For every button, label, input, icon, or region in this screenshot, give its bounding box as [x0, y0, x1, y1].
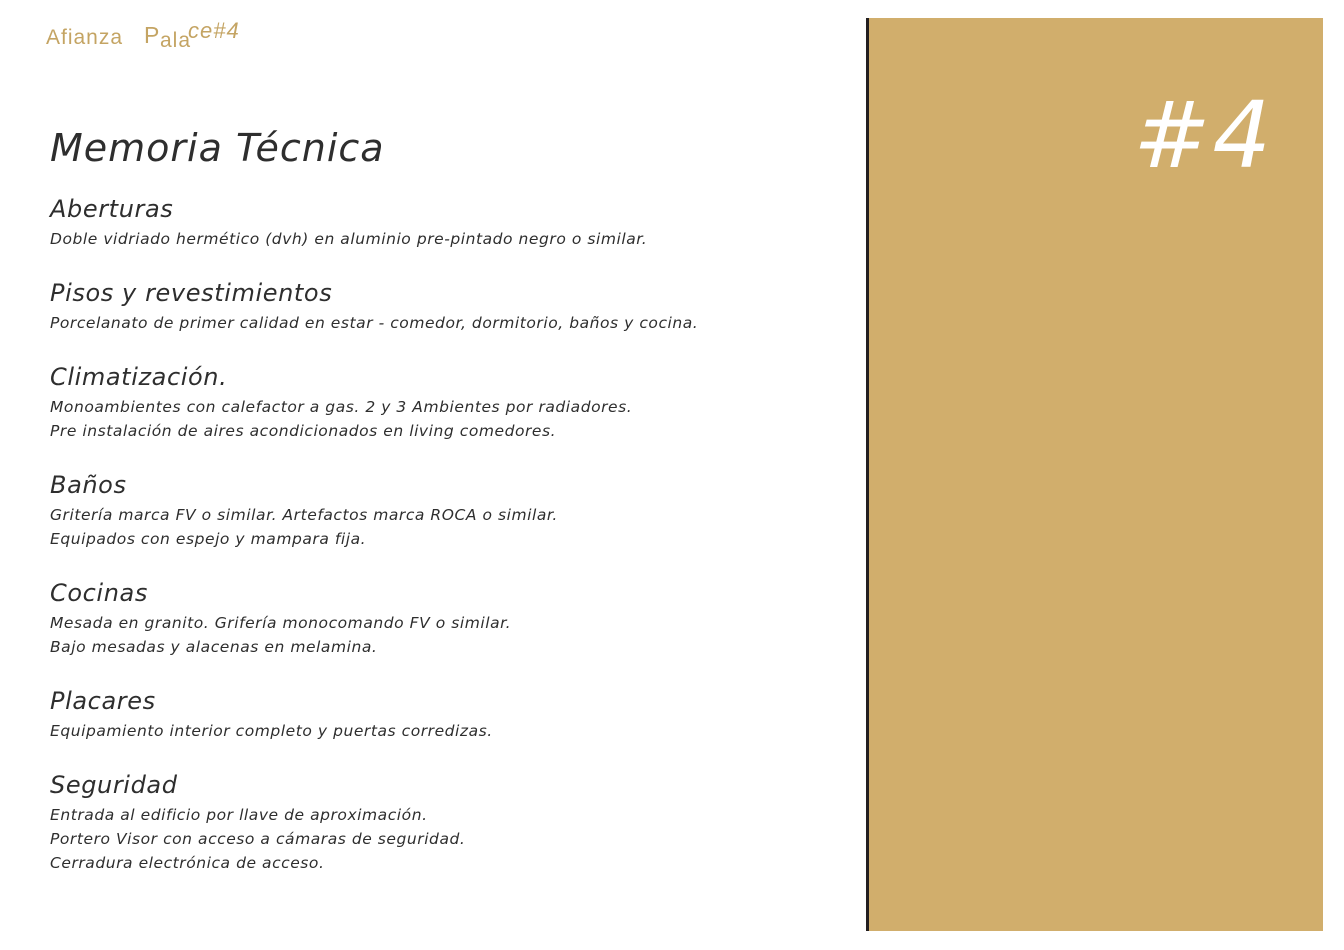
- section-text: Pre instalación de aires acondicionados en living comedores.: [50, 422, 557, 440]
- section-heading: Pisos y revestimientos: [50, 279, 333, 307]
- section-text: Porcelanato de primer calidad en estar - comedor, dormitorio, baños y cocina.: [50, 314, 699, 332]
- section-heading: Placares: [50, 687, 156, 715]
- section-heading: Seguridad: [50, 771, 178, 799]
- spec-section: [50, 279, 840, 335]
- section-text: Mesada en granito. Grifería monocomando FV o similar.: [50, 614, 512, 632]
- section-text: Monoambientes con calefactor a gas. 2 y 3 Ambientes por radiadores.: [50, 398, 633, 416]
- section-text: Portero Visor con acceso a cámaras de seguridad.: [50, 830, 466, 848]
- section-heading: Climatización.: [50, 363, 228, 391]
- spec-sections: [50, 195, 840, 903]
- spec-section: [50, 363, 840, 443]
- section-heading: Aberturas: [50, 195, 174, 223]
- accent-panel: [866, 18, 1323, 931]
- section-text: Equipamiento interior completo y puertas corredizas.: [50, 722, 493, 740]
- brand-name-part: ce#4: [188, 18, 240, 43]
- spec-section: [50, 579, 840, 659]
- section-text: Equipados con espejo y mampara fija.: [50, 530, 367, 548]
- section-text: Entrada al edificio por llave de aproximación.: [50, 806, 428, 824]
- section-text: Doble vidriado hermético (dvh) en aluminio pre-pintado negro o similar.: [50, 230, 648, 248]
- section-text: Cerradura electrónica de acceso.: [50, 854, 325, 872]
- section-text: Bajo mesadas y alacenas en melamina.: [50, 638, 378, 656]
- panel-number: #4: [1133, 82, 1273, 189]
- spec-section: [50, 195, 840, 251]
- section-heading: Cocinas: [50, 579, 148, 607]
- brand-name-part: ala: [160, 29, 192, 52]
- page-title: Memoria Técnica: [50, 126, 385, 170]
- section-text: Gritería marca FV o similar. Artefactos marca ROCA o similar.: [50, 506, 558, 524]
- spec-section: [50, 687, 840, 743]
- brand-name-part: P: [144, 22, 161, 48]
- spec-section: [50, 771, 840, 875]
- section-heading: Baños: [50, 471, 127, 499]
- spec-section: [50, 471, 840, 551]
- brand-name-part: Afianza: [46, 26, 124, 49]
